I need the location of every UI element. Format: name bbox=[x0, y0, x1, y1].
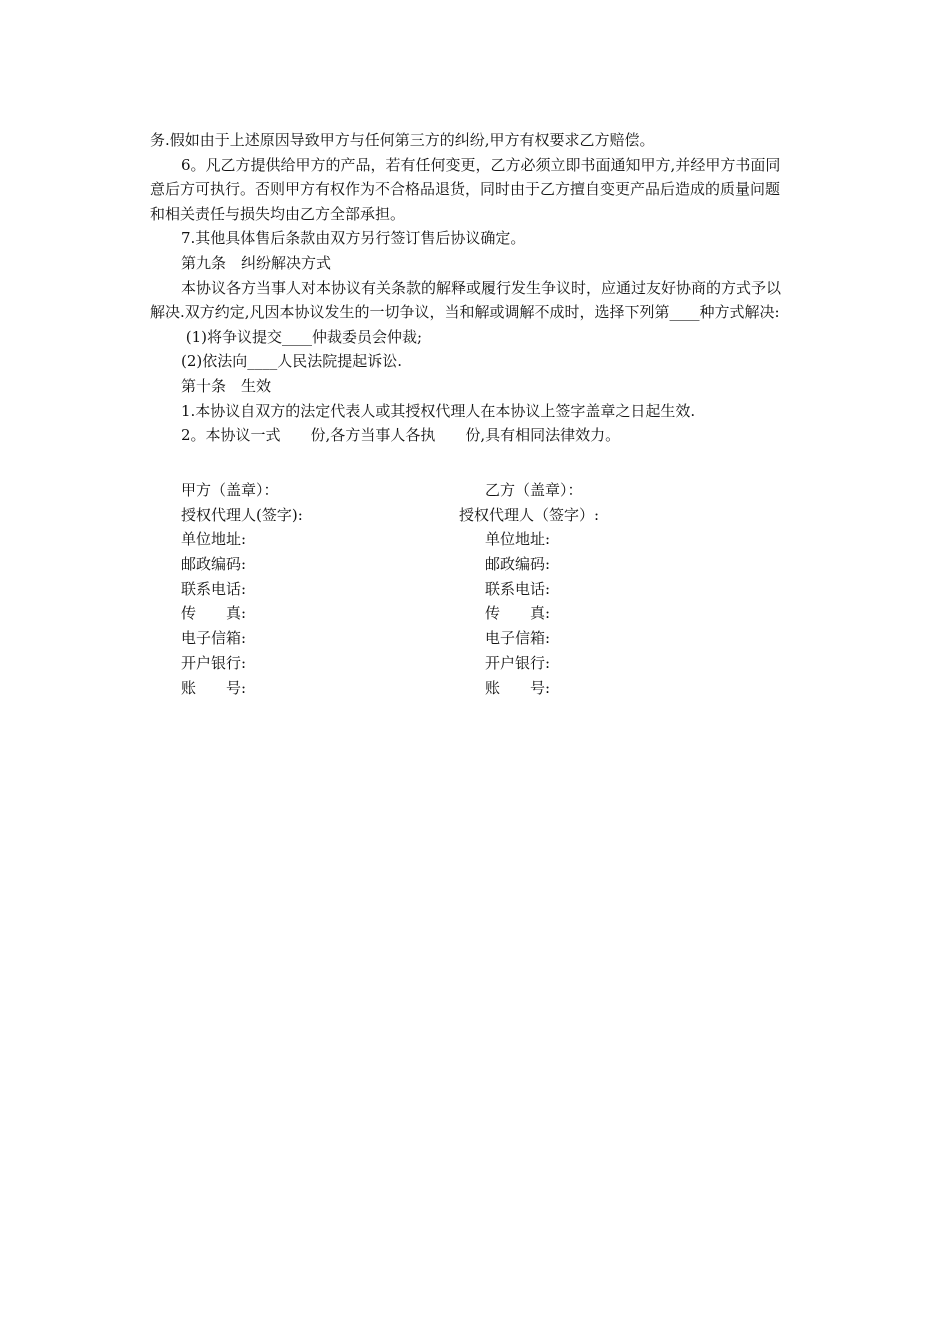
party-a-fax-label: 传 真: bbox=[181, 604, 247, 623]
party-a-phone-label: 联系电话: bbox=[181, 579, 247, 598]
party-b-bank-label: 开户银行: bbox=[485, 653, 551, 672]
paragraph-litigation-option: (2)依法向____人民法院提起诉讼. bbox=[181, 352, 403, 371]
party-b-postcode-label: 邮政编码: bbox=[485, 555, 551, 574]
party-b-agent-label: 授权代理人（签字）: bbox=[459, 505, 600, 524]
party-a-agent-label: 授权代理人(签字): bbox=[181, 505, 303, 524]
party-a-account-label: 账 号: bbox=[181, 678, 247, 697]
signature-row-postcode bbox=[181, 552, 801, 577]
paragraph-effective-clause-2: 2。本协议一式 份,各方当事人各执 份,具有相同法律效力。 bbox=[181, 426, 621, 445]
paragraph-effective-clause-1: 1.本协议自双方的法定代表人或其授权代理人在本协议上签字盖章之日起生效. bbox=[181, 401, 696, 420]
party-a-email-label: 电子信箱: bbox=[181, 629, 247, 648]
signature-row-email bbox=[181, 626, 801, 651]
party-a-postcode-label: 邮政编码: bbox=[181, 555, 247, 574]
paragraph-arbitration-option: (1)将争议提交____仲裁委员会仲裁; bbox=[181, 327, 423, 346]
signature-row-phone bbox=[181, 577, 801, 602]
signature-row-agent bbox=[181, 503, 801, 528]
paragraph-continuation: 务.假如由于上述原因导致甲方与任何第三方的纠纷,甲方有权要求乙方赔偿。 bbox=[150, 131, 655, 149]
article-10-heading: 第十条 生效 bbox=[181, 376, 272, 395]
party-b-fax-label: 传 真: bbox=[485, 604, 551, 623]
signature-row-account bbox=[181, 676, 801, 701]
party-b-account-label: 账 号: bbox=[485, 678, 551, 697]
party-b-phone-label: 联系电话: bbox=[485, 579, 551, 598]
party-b-email-label: 电子信箱: bbox=[485, 629, 551, 648]
article-9-heading: 第九条 纠纷解决方式 bbox=[181, 253, 332, 272]
contract-body bbox=[150, 128, 790, 448]
signature-row-fax bbox=[181, 601, 801, 626]
paragraph-clause-6: 6。凡乙方提供给甲方的产品，若有任何变更，乙方必须立即书面通知甲方,并经甲方书面同意后方可执行。否则甲方有权作为不合格品退货，同时由于乙方擅自变更产品后造成的质量问题和相关责任与损失均由乙方全部承担。 bbox=[150, 155, 781, 223]
party-a-seal-label: 甲方（盖章）： bbox=[181, 481, 279, 499]
party-b-address-label: 单位地址: bbox=[485, 530, 551, 549]
signature-row-bank bbox=[181, 651, 801, 676]
signature-row-address bbox=[181, 527, 801, 552]
signature-row-seal bbox=[181, 478, 801, 503]
party-a-bank-label: 开户银行: bbox=[181, 653, 247, 672]
party-b-seal-label: 乙方（盖章）： bbox=[485, 481, 583, 499]
signature-block bbox=[181, 478, 801, 700]
party-a-address-label: 单位地址: bbox=[181, 530, 247, 549]
paragraph-clause-7: 7.其他具体售后条款由双方另行签订售后协议确定。 bbox=[181, 229, 526, 248]
paragraph-dispute-resolution: 本协议各方当事人对本协议有关条款的解释或履行发生争议时，应通过友好协商的方式予以解决.双方约定,凡因本协议发生的一切争议，当和解或调解不成时，选择下列第____种方式解决: bbox=[150, 278, 782, 322]
